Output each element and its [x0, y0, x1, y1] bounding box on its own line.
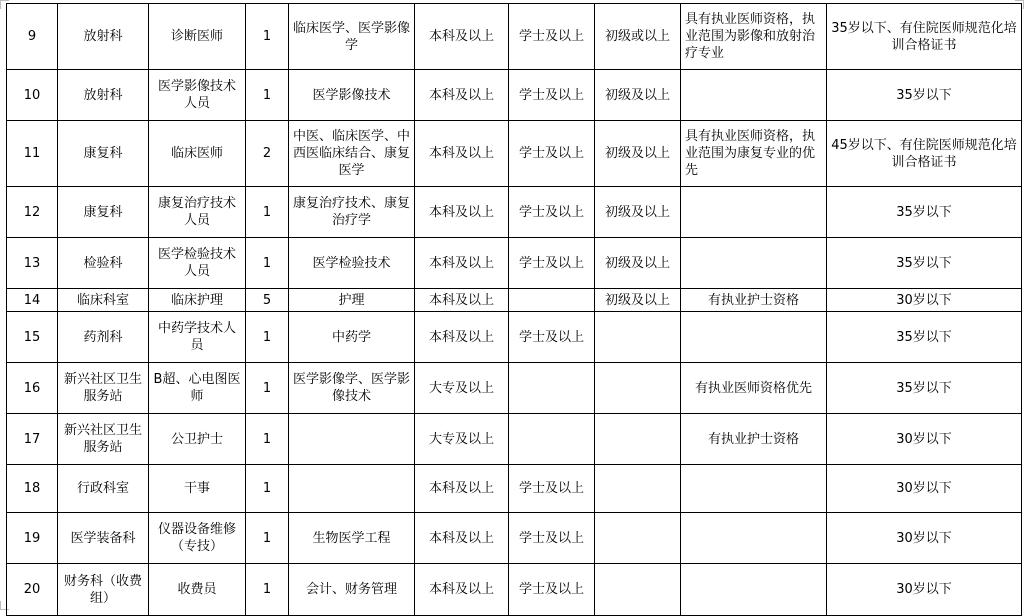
department-cell: 康复科 — [58, 121, 149, 187]
position-cell: 干事 — [149, 465, 246, 513]
age-requirement-cell: 45岁以下、有住院医师规范化培训合格证书 — [827, 121, 1022, 187]
degree-cell — [509, 363, 595, 414]
row-number-cell: 17 — [7, 414, 58, 465]
headcount-cell: 1 — [246, 414, 289, 465]
major-cell: 生物医学工程 — [289, 513, 415, 564]
major-cell: 会计、财务管理 — [289, 564, 415, 616]
row-number-cell: 18 — [7, 465, 58, 513]
requirement-cell: 有执业护士资格 — [681, 289, 827, 312]
title-cell: 初级及以上 — [595, 121, 681, 187]
education-cell: 本科及以上 — [415, 465, 509, 513]
department-cell: 临床科室 — [58, 289, 149, 312]
education-cell: 本科及以上 — [415, 121, 509, 187]
major-cell: 康复治疗技术、康复治疗学 — [289, 187, 415, 238]
position-cell: 仪器设备维修（专技） — [149, 513, 246, 564]
education-cell: 本科及以上 — [415, 513, 509, 564]
age-requirement-cell: 30岁以下 — [827, 289, 1022, 312]
requirement-cell: 有执业医师资格优先 — [681, 363, 827, 414]
major-cell: 护理 — [289, 289, 415, 312]
department-cell: 行政科室 — [58, 465, 149, 513]
requirement-cell — [681, 513, 827, 564]
age-requirement-cell: 30岁以下 — [827, 564, 1022, 616]
title-cell — [595, 312, 681, 363]
requirement-cell — [681, 564, 827, 616]
requirement-cell — [681, 187, 827, 238]
headcount-cell: 1 — [246, 363, 289, 414]
headcount-cell: 1 — [246, 564, 289, 616]
row-number-cell: 16 — [7, 363, 58, 414]
table-row — [7, 465, 1022, 513]
degree-cell: 学士及以上 — [509, 513, 595, 564]
position-cell: 公卫护士 — [149, 414, 246, 465]
table-row — [7, 513, 1022, 564]
row-number-cell: 11 — [7, 121, 58, 187]
education-cell: 本科及以上 — [415, 312, 509, 363]
row-number-cell: 15 — [7, 312, 58, 363]
table-row — [7, 312, 1022, 363]
headcount-cell: 2 — [246, 121, 289, 187]
title-cell: 初级及以上 — [595, 289, 681, 312]
position-cell: 医学检验技术人员 — [149, 238, 246, 289]
title-cell: 初级及以上 — [595, 187, 681, 238]
major-cell — [289, 414, 415, 465]
table-row — [7, 4, 1022, 70]
degree-cell: 学士及以上 — [509, 121, 595, 187]
headcount-cell: 5 — [246, 289, 289, 312]
department-cell: 放射科 — [58, 4, 149, 70]
title-cell — [595, 363, 681, 414]
position-cell: 临床护理 — [149, 289, 246, 312]
headcount-cell: 1 — [246, 513, 289, 564]
requirement-cell — [681, 312, 827, 363]
row-number-cell: 9 — [7, 4, 58, 70]
age-requirement-cell: 35岁以下 — [827, 187, 1022, 238]
department-cell: 医学装备科 — [58, 513, 149, 564]
degree-cell: 学士及以上 — [509, 4, 595, 70]
major-cell: 医学影像学、医学影像技术 — [289, 363, 415, 414]
position-cell: 临床医师 — [149, 121, 246, 187]
department-cell: 新兴社区卫生服务站 — [58, 363, 149, 414]
education-cell: 本科及以上 — [415, 70, 509, 121]
age-requirement-cell: 35岁以下 — [827, 70, 1022, 121]
table-row — [7, 187, 1022, 238]
headcount-cell: 1 — [246, 187, 289, 238]
position-cell: 收费员 — [149, 564, 246, 616]
recruitment-table — [6, 3, 1022, 616]
title-cell — [595, 465, 681, 513]
requirement-cell: 具有执业医师资格，执业范围为康复专业的优先 — [681, 121, 827, 187]
age-requirement-cell: 35岁以下、有住院医师规范化培训合格证书 — [827, 4, 1022, 70]
title-cell: 初级及以上 — [595, 70, 681, 121]
age-requirement-cell: 30岁以下 — [827, 414, 1022, 465]
title-cell — [595, 414, 681, 465]
table-row — [7, 564, 1022, 616]
major-cell: 中药学 — [289, 312, 415, 363]
position-cell: 康复治疗技术人员 — [149, 187, 246, 238]
position-cell: B超、心电图医师 — [149, 363, 246, 414]
major-cell — [289, 465, 415, 513]
degree-cell — [509, 289, 595, 312]
row-number-cell: 19 — [7, 513, 58, 564]
table-row — [7, 414, 1022, 465]
degree-cell: 学士及以上 — [509, 564, 595, 616]
degree-cell: 学士及以上 — [509, 238, 595, 289]
position-cell: 医学影像技术人员 — [149, 70, 246, 121]
table-row — [7, 121, 1022, 187]
education-cell: 大专及以上 — [415, 414, 509, 465]
degree-cell: 学士及以上 — [509, 187, 595, 238]
row-number-cell: 10 — [7, 70, 58, 121]
major-cell: 医学影像技术 — [289, 70, 415, 121]
age-requirement-cell: 35岁以下 — [827, 312, 1022, 363]
headcount-cell: 1 — [246, 312, 289, 363]
title-cell: 初级及以上 — [595, 238, 681, 289]
table-row — [7, 238, 1022, 289]
table-row — [7, 363, 1022, 414]
education-cell: 本科及以上 — [415, 4, 509, 70]
headcount-cell: 1 — [246, 70, 289, 121]
department-cell: 财务科（收费组） — [58, 564, 149, 616]
department-cell: 新兴社区卫生服务站 — [58, 414, 149, 465]
education-cell: 本科及以上 — [415, 238, 509, 289]
title-cell — [595, 564, 681, 616]
table-row — [7, 70, 1022, 121]
title-cell: 初级或以上 — [595, 4, 681, 70]
department-cell: 放射科 — [58, 70, 149, 121]
degree-cell: 学士及以上 — [509, 312, 595, 363]
age-requirement-cell: 30岁以下 — [827, 465, 1022, 513]
department-cell: 检验科 — [58, 238, 149, 289]
department-cell: 药剂科 — [58, 312, 149, 363]
headcount-cell: 1 — [246, 4, 289, 70]
requirement-cell — [681, 465, 827, 513]
table-row — [7, 289, 1022, 312]
requirement-cell — [681, 70, 827, 121]
major-cell: 中医、临床医学、中西医临床结合、康复医学 — [289, 121, 415, 187]
degree-cell — [509, 414, 595, 465]
position-cell: 中药学技术人员 — [149, 312, 246, 363]
degree-cell: 学士及以上 — [509, 465, 595, 513]
age-requirement-cell: 30岁以下 — [827, 513, 1022, 564]
education-cell: 本科及以上 — [415, 187, 509, 238]
major-cell: 医学检验技术 — [289, 238, 415, 289]
requirement-cell: 有执业护士资格 — [681, 414, 827, 465]
requirement-cell — [681, 238, 827, 289]
major-cell: 临床医学、医学影像学 — [289, 4, 415, 70]
table-body — [7, 4, 1022, 616]
age-requirement-cell: 35岁以下 — [827, 363, 1022, 414]
age-requirement-cell: 35岁以下 — [827, 238, 1022, 289]
row-number-cell: 20 — [7, 564, 58, 616]
education-cell: 大专及以上 — [415, 363, 509, 414]
headcount-cell: 1 — [246, 238, 289, 289]
row-number-cell: 12 — [7, 187, 58, 238]
department-cell: 康复科 — [58, 187, 149, 238]
education-cell: 本科及以上 — [415, 289, 509, 312]
position-cell: 诊断医师 — [149, 4, 246, 70]
degree-cell: 学士及以上 — [509, 70, 595, 121]
education-cell: 本科及以上 — [415, 564, 509, 616]
headcount-cell: 1 — [246, 465, 289, 513]
row-number-cell: 13 — [7, 238, 58, 289]
requirement-cell: 具有执业医师资格，执业范围为影像和放射治疗专业 — [681, 4, 827, 70]
title-cell — [595, 513, 681, 564]
row-number-cell: 14 — [7, 289, 58, 312]
